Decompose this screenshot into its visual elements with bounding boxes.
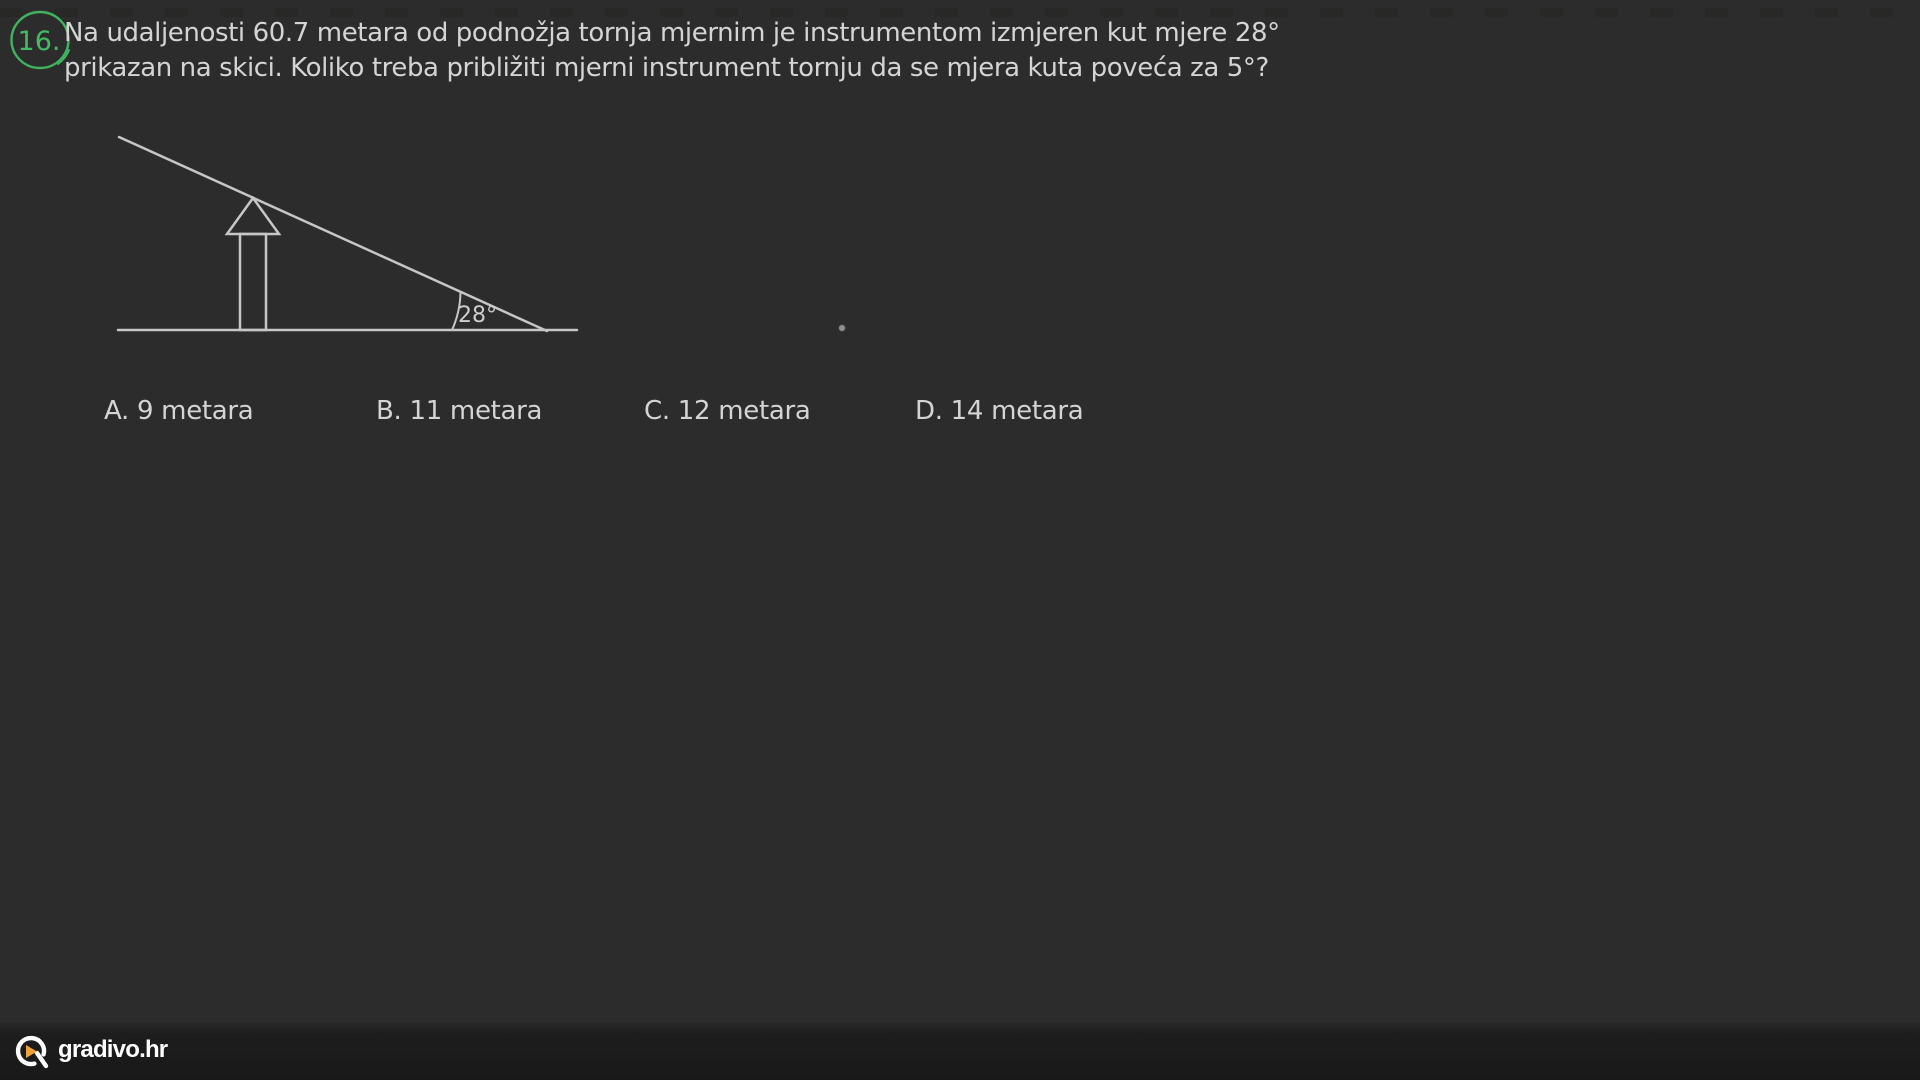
footer-bar xyxy=(0,1022,1920,1080)
angle-label: 28° xyxy=(458,303,497,328)
logo-play-triangle xyxy=(26,1045,37,1058)
tower-arrowhead xyxy=(227,198,279,234)
answer-option-d: D. 14 metara xyxy=(915,396,1084,426)
question-line-1: Na udaljenosti 60.7 metara od podnožja tornja mjernim je instrumentom izmjeren kut mjere 28° xyxy=(64,18,1280,48)
gradivo-logo-icon xyxy=(14,1034,54,1078)
answer-option-b: B. 11 metara xyxy=(376,396,543,426)
question-line-2: prikazan na skici. Koliko treba približiti mjerni instrument tornju da se mjera kuta poveća za 5°? xyxy=(64,53,1269,83)
pen-dot xyxy=(839,325,845,331)
answer-option-c: C. 12 metara xyxy=(644,396,811,426)
sight-line-hypotenuse xyxy=(119,137,547,331)
triangle-sketch xyxy=(0,0,700,420)
brand-name: gradivo.hr xyxy=(58,1035,168,1063)
tower-shaft xyxy=(240,234,266,330)
question-number: 16. xyxy=(17,26,61,57)
answer-option-a: A. 9 metara xyxy=(104,396,254,426)
